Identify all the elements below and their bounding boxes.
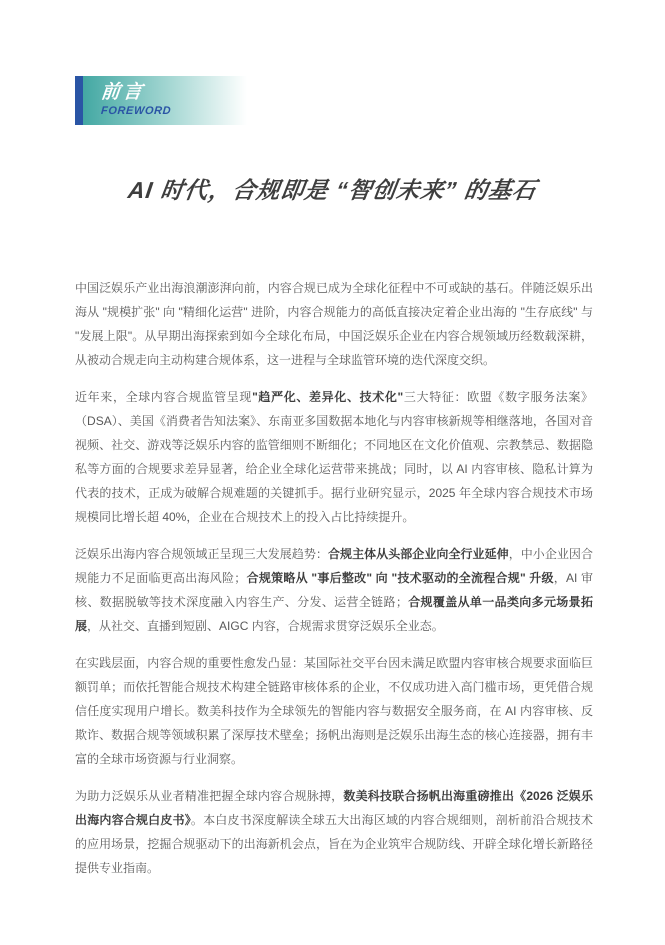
paragraph bbox=[75, 385, 593, 529]
text-run: ，从社交、直播到短剧、AIGC 内容，合规需求贯穿泛娱乐全业态。 bbox=[87, 619, 444, 633]
text-run: ，AI 审核、数据脱敏等技术深度融入内容生产、分发、运营全链路； bbox=[75, 571, 593, 609]
text-run-bold: 合规策略从 "事后整改" 向 "技术驱动的全流程合规" 升级 bbox=[246, 571, 554, 585]
text-run-bold: 合规覆盖从单一品类向多元场景拓展 bbox=[75, 595, 593, 633]
text-run: 在实践层面，内容合规的重要性愈发凸显：某国际社交平台因未满足欧盟内容审核合规要求面临巨额罚单；而依托智能合规技术构建全链路审核体系的企业，不仅成功进入高门槛市场，更凭借合规信任度实现用户增长。数美科技作为全球领先的智能内容与数据安全服务商，在 AI 内容审核、反欺诈、数据合规等领域积累了深厚技术壁垒；扬帆出海则是泛娱乐出海生态的核心连接器，拥有丰富的全球市场资源与行业洞察。 bbox=[75, 656, 593, 766]
text-run-bold: "趋严化、差异化、技术化" bbox=[252, 390, 404, 404]
text-run: 为助力泛娱乐从业者精准把握全球内容合规脉搏， bbox=[75, 789, 344, 803]
text-run: 泛娱乐出海内容合规领域正呈现三大发展趋势： bbox=[75, 547, 328, 561]
body-paragraphs bbox=[75, 276, 593, 893]
badge-gradient bbox=[83, 76, 247, 125]
text-run: ，中小企业因合规能力不足面临更高出海风险； bbox=[75, 547, 593, 585]
text-run: 三大特征：欧盟《数字服务法案》（DSA）、美国《消费者告知法案》、东南亚多国数据本地化与内容审核新规等相继落地，各国对音视频、社交、游戏等泛娱乐内容的监管细则不断细化；不同地区在文化价值观、宗教禁忌、数据隐私等方面的合规要求差异显著，给企业全球化运营带来挑战；同时，以 AI 内容审核、隐私计算为代表的技术，正成为破解合规难题的关键抓手。据行业研究显示，2025 年全球内容合规技术市场规模同比增长超 40%，企业在合规技术上的投入占比持续提升。 bbox=[75, 390, 593, 524]
paragraph bbox=[75, 276, 593, 372]
paragraph bbox=[75, 784, 593, 880]
text-run: 中国泛娱乐产业出海浪潮澎湃向前，内容合规已成为全球化征程中不可或缺的基石。伴随泛娱乐出海从 "规模扩张" 向 "精细化运营" 进阶，内容合规能力的高低直接决定着企业出海的 "生存底线" 与 "发展上限"。从早期出海探索到如今全球化布局，中国泛娱乐企业在内容合规领域历经数载深耕，从被动合规走向主动构建合规体系，这一进程与全球监管环境的迭代深度交织。 bbox=[75, 281, 593, 367]
paragraph bbox=[75, 542, 593, 638]
section-title-en: FOREWORD bbox=[100, 105, 172, 117]
text-run: 。本白皮书深度解读全球五大出海区域的内容合规细则，剖析前沿合规技术的应用场景，挖掘合规驱动下的出海新机会点，旨在为企业筑牢合规防线、开辟全球化增长新路径提供专业指南。 bbox=[75, 813, 593, 875]
section-title-cn: 前言 bbox=[99, 82, 147, 103]
text-run-bold: 数美科技联合扬帆出海重磅推出《2026 泛娱乐出海内容合规白皮书》 bbox=[75, 789, 594, 827]
badge-accent-bar bbox=[75, 76, 83, 125]
text-run: 近年来，全球内容合规监管呈现 bbox=[75, 390, 253, 404]
section-badge bbox=[75, 76, 247, 125]
page-title: AI 时代，合规即是 “智创未来” 的基石 bbox=[126, 177, 539, 203]
paragraph bbox=[75, 651, 593, 771]
text-run-bold: 合规主体从头部企业向全行业延伸 bbox=[327, 547, 509, 561]
